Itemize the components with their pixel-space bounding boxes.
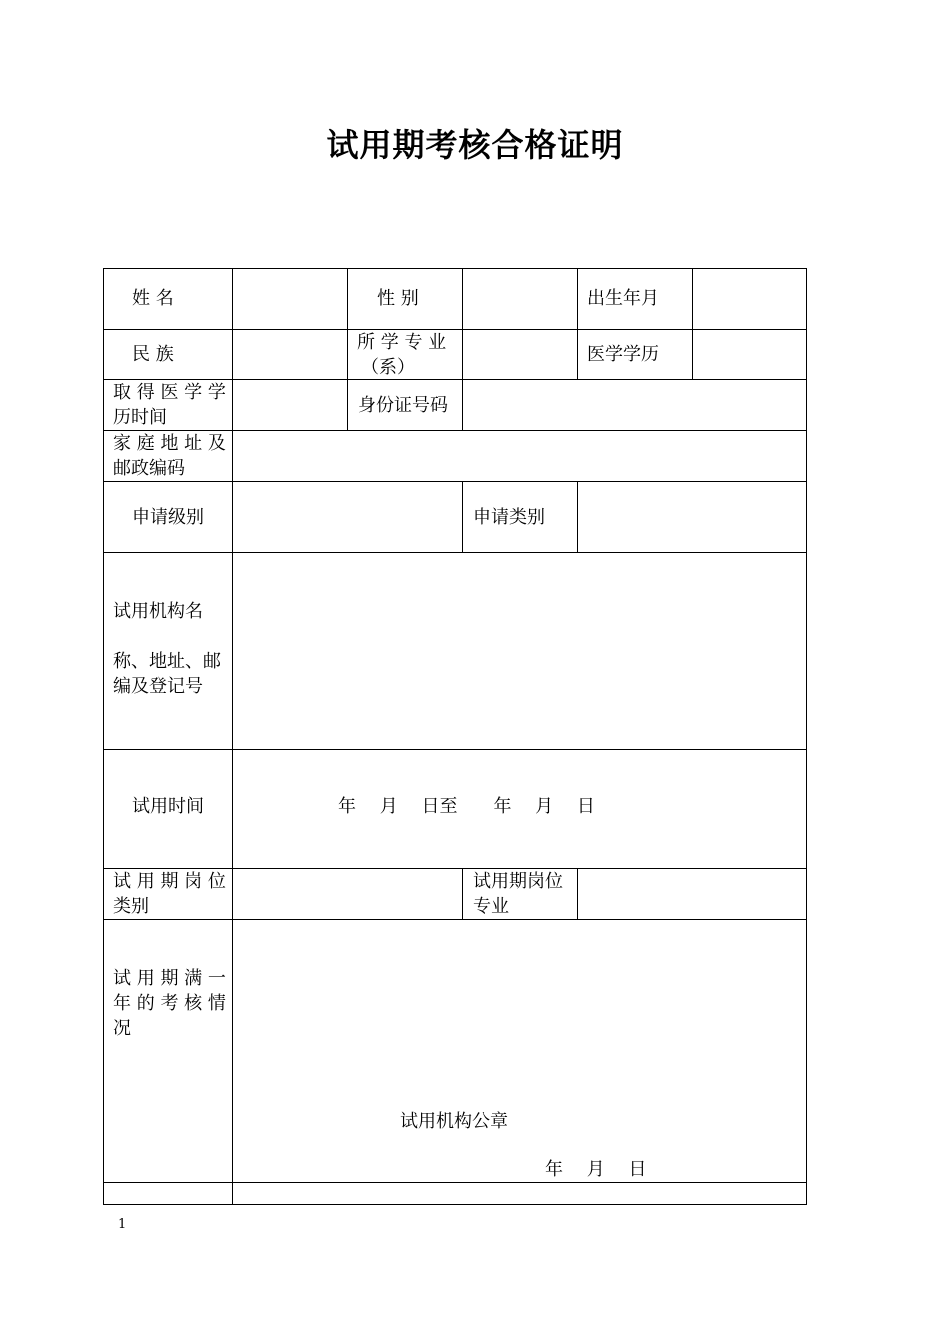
address-label-line2: 邮政编码 (113, 458, 185, 479)
seal-date: 年 月 日 (545, 1159, 647, 1180)
seal-label: 试用机构公章 (400, 1111, 508, 1132)
post-major-label-line2: 专业 (473, 896, 509, 917)
education-field[interactable] (693, 330, 806, 379)
ethnicity-label: 民 族 (132, 344, 174, 365)
post-major-label-line1: 试用期岗位 (473, 871, 563, 892)
blank-row-left (104, 1183, 232, 1204)
degree-time-field[interactable] (233, 380, 347, 430)
name-label: 姓 名 (132, 288, 174, 309)
institution-label-line2: 称、地址、邮 (113, 651, 221, 672)
trial-time-label: 试用时间 (132, 796, 204, 817)
institution-label-line3: 编及登记号 (113, 676, 203, 697)
blank-row-right[interactable] (233, 1183, 806, 1204)
id-field[interactable] (463, 380, 806, 430)
birth-label: 出生年月 (587, 288, 659, 309)
assessment-label-line1: 试 用 期 满 一 (113, 968, 226, 989)
post-type-label (113, 869, 226, 919)
degree-time-label (113, 380, 226, 430)
apply-type-label: 申请类别 (473, 507, 545, 528)
ethnicity-field[interactable] (233, 330, 347, 379)
institution-label (113, 599, 221, 699)
assessment-label (113, 966, 226, 1041)
address-field[interactable] (233, 431, 806, 481)
post-type-field[interactable] (233, 869, 462, 919)
degree-time-label-line1: 取 得 医 学 学 (113, 382, 226, 403)
birth-field[interactable] (693, 269, 806, 329)
column-divider (462, 481, 463, 552)
table-border-bottom (103, 1204, 807, 1205)
column-divider (462, 868, 463, 919)
post-type-label-line1: 试 用 期 岗 位 (113, 871, 226, 892)
major-field[interactable] (463, 330, 577, 379)
institution-label-line1: 试用机构名 (113, 601, 203, 622)
address-label (113, 431, 226, 481)
major-label (357, 330, 457, 380)
assessment-field[interactable] (233, 920, 806, 1100)
gender-field[interactable] (463, 269, 577, 329)
institution-field[interactable] (233, 553, 806, 749)
major-label-line2: （系） (361, 357, 415, 378)
assessment-label-line3: 况 (113, 1018, 131, 1039)
id-label: 身份证号码 (358, 395, 448, 416)
name-field[interactable] (233, 269, 347, 329)
document-title: 试用期考核合格证明 (326, 126, 624, 164)
apply-level-field[interactable] (233, 482, 462, 552)
gender-label: 性 别 (377, 288, 419, 309)
table-border-right (806, 268, 807, 1205)
assessment-label-line2: 年 的 考 核 情 (113, 993, 226, 1014)
column-divider (347, 268, 348, 430)
post-major-label (473, 869, 563, 919)
trial-time-value[interactable]: 年 月 日至 年 月 日 (338, 796, 595, 817)
table-border-left (103, 268, 104, 1205)
degree-time-label-line2: 历时间 (113, 407, 167, 428)
post-type-label-line2: 类别 (113, 896, 149, 917)
row-divider (103, 749, 807, 750)
column-divider (577, 268, 578, 379)
apply-type-field[interactable] (578, 482, 806, 552)
post-major-field[interactable] (578, 869, 806, 919)
major-label-line1: 所 学 专 业 (357, 332, 447, 353)
address-label-line1: 家 庭 地 址 及 (113, 433, 226, 454)
page-number: 1 (118, 1217, 127, 1232)
education-label: 医学学历 (587, 344, 659, 365)
apply-level-label: 申请级别 (132, 507, 204, 528)
